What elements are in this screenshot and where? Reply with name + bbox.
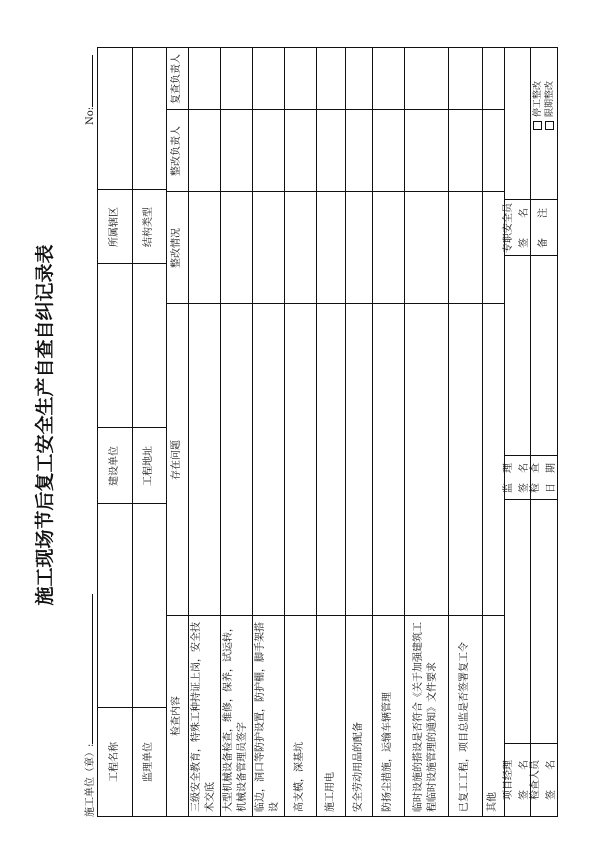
project-name-field[interactable] bbox=[98, 504, 132, 708]
pm-label-a: 项目经理 bbox=[503, 760, 514, 800]
construction-unit-line bbox=[81, 594, 98, 817]
structure-type-label: 结构类型 bbox=[143, 207, 154, 247]
safety-officer-label bbox=[504, 200, 530, 256]
check-item-7: 防扬尘措施，运输车辆管理 bbox=[382, 692, 393, 812]
option-stop-work[interactable] bbox=[532, 48, 544, 130]
no-label: No: bbox=[85, 106, 96, 125]
col-recheck-person: 复查负责人 bbox=[171, 54, 182, 104]
owner-unit-field[interactable] bbox=[98, 264, 132, 428]
construction-unit-field[interactable] bbox=[81, 594, 93, 744]
check-item-2: 大型机械设备检查，维修，保养，试运转，机械设备管理员签字 bbox=[223, 622, 248, 812]
check-item-3: 临边，洞口等防护设置，防护棚，脚手架搭设 bbox=[255, 622, 280, 812]
form-table bbox=[97, 47, 558, 817]
safety-label-a: 专职安全员 bbox=[503, 203, 514, 253]
col-rect-person: 整改负责人 bbox=[171, 126, 182, 176]
project-name-label: 工程名称 bbox=[109, 742, 120, 782]
insp-label-b: 签 名 bbox=[545, 760, 557, 800]
safety-officer-field[interactable] bbox=[504, 48, 530, 200]
supervision-unit-field[interactable] bbox=[132, 504, 166, 708]
pm-sign-field[interactable] bbox=[504, 500, 530, 744]
project-address-label: 工程地址 bbox=[143, 446, 154, 486]
col-check-content: 检查内容 bbox=[171, 696, 182, 736]
district-label: 所属辖区 bbox=[109, 207, 120, 247]
col-issues: 存在问题 bbox=[171, 440, 182, 480]
structure-type-field[interactable] bbox=[132, 48, 166, 190]
option-deadline-fix-label: 限期整改 bbox=[544, 80, 555, 117]
sup-label-a: 监 理 bbox=[503, 463, 514, 493]
remark-label: 备 注 bbox=[537, 208, 549, 248]
check-item-9: 已复工工程，项目总监是否签署复工令 bbox=[459, 642, 470, 812]
inspection-date-field[interactable] bbox=[530, 256, 557, 456]
supervisor-sign-field[interactable] bbox=[504, 256, 530, 456]
inspector-sign-label bbox=[530, 744, 557, 816]
option-stop-work-label: 停工整改 bbox=[532, 80, 543, 117]
form-title: 施工现场节后复工安全生产自查自纠记录表 bbox=[34, 244, 56, 606]
pm-label-b: 签 名 bbox=[519, 760, 530, 800]
construction-unit-label: 施工单位（章）: bbox=[85, 743, 96, 817]
check-item-5: 施工用电 bbox=[324, 772, 336, 812]
check-item-8: 临时设施的搭设是否符合《关于加强建筑工程临时设施管理的通知》文件要求 bbox=[413, 622, 438, 812]
rotated-form bbox=[25, 25, 575, 825]
project-address-field[interactable] bbox=[132, 264, 166, 428]
no-field[interactable] bbox=[81, 55, 93, 107]
inspection-date-label bbox=[530, 456, 557, 500]
check-item-1: 三级安全教育，特殊工种持证上岗，安全技术交底 bbox=[191, 622, 216, 812]
check-item-4: 高支模，深基坑 bbox=[294, 742, 305, 812]
option-deadline-fix[interactable] bbox=[544, 48, 556, 130]
checkbox-icon[interactable] bbox=[533, 121, 542, 130]
remark-options bbox=[530, 48, 557, 200]
supervision-unit-label: 监理单位 bbox=[143, 742, 154, 782]
safety-label-b: 签 名 bbox=[519, 208, 530, 248]
insp-label-a: 检查人员 bbox=[529, 760, 541, 800]
supervisor-sign-label bbox=[504, 456, 530, 500]
sup-label-b: 签 名 bbox=[519, 463, 530, 493]
check-item-6: 安全劳动用品的配备 bbox=[352, 722, 364, 812]
no-line bbox=[81, 55, 98, 125]
owner-unit-label: 建设单位 bbox=[109, 446, 120, 486]
col-rectification: 整改情况 bbox=[171, 228, 182, 268]
checkbox-icon[interactable] bbox=[545, 121, 554, 130]
district-field[interactable] bbox=[98, 48, 132, 190]
date-label-b: 日 期 bbox=[545, 463, 557, 493]
date-label-a: 检 查 bbox=[529, 463, 541, 493]
check-item-10: 其他 bbox=[487, 792, 498, 812]
inspector-sign-field[interactable] bbox=[530, 500, 557, 744]
pm-sign-label bbox=[504, 744, 530, 816]
